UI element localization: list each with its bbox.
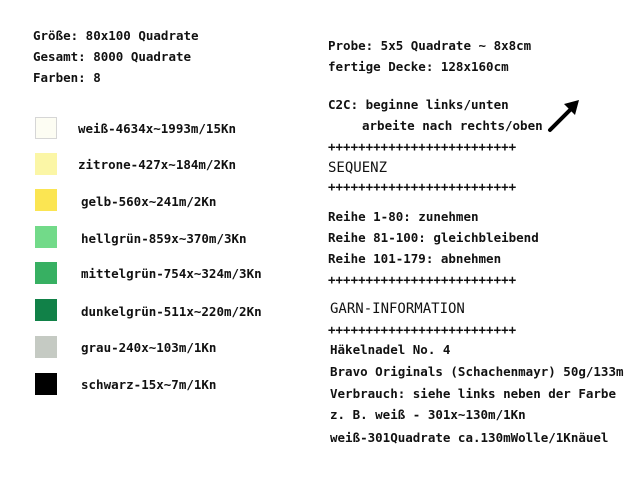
swatch-label-black: schwarz-15x~7m/1Kn — [81, 377, 217, 392]
yarn-brand: Bravo Originals (Schachenmayr) 50g/133m — [330, 364, 624, 379]
sequence-heading: SEQUENZ — [328, 160, 388, 176]
yarn-info-heading: GARN-INFORMATION — [330, 301, 465, 317]
colors-info: Farben: 8 — [33, 70, 101, 85]
swatch-label-white: weiß-4634x~1993m/15Kn — [78, 121, 237, 136]
size-info: Größe: 80x100 Quadrate — [33, 28, 199, 43]
white-usage: weiß-301Quadrate ca.130mWolle/1Knäuel — [330, 430, 609, 445]
swatch-grey — [35, 336, 57, 358]
separator-3: +++++++++++++++++++++++++ — [328, 272, 517, 287]
swatch-label-lemon: zitrone-427x~184m/2Kn — [78, 157, 237, 172]
hook-size: Häkelnadel No. 4 — [330, 342, 451, 357]
swatch-white — [35, 117, 57, 139]
swatch-label-lightgreen: hellgrün-859x~370m/3Kn — [81, 231, 247, 246]
probe-info: Probe: 5x5 Quadrate ~ 8x8cm — [328, 38, 532, 53]
separator-4: +++++++++++++++++++++++++ — [328, 322, 517, 337]
usage-note: Verbrauch: siehe links neben der Farbe — [330, 386, 616, 401]
arrow-up-right-icon — [546, 96, 584, 134]
c2c-direction: arbeite nach rechts/oben — [362, 118, 543, 133]
separator-2: +++++++++++++++++++++++++ — [328, 179, 517, 194]
row-increase: Reihe 1-80: zunehmen — [328, 209, 479, 224]
swatch-yellow — [35, 189, 57, 211]
c2c-start: C2C: beginne links/unten — [328, 97, 509, 112]
swatch-black — [35, 373, 57, 395]
swatch-label-yellow: gelb-560x~241m/2Kn — [81, 194, 217, 209]
row-steady: Reihe 81-100: gleichbleibend — [328, 230, 539, 245]
swatch-label-grey: grau-240x~103m/1Kn — [81, 340, 217, 355]
separator-1: +++++++++++++++++++++++++ — [328, 139, 517, 154]
row-decrease: Reihe 101-179: abnehmen — [328, 251, 502, 266]
swatch-midgreen — [35, 262, 57, 284]
swatch-label-midgreen: mittelgrün-754x~324m/3Kn — [81, 266, 262, 281]
usage-example: z. B. weiß - 301x~130m/1Kn — [330, 407, 526, 422]
swatch-label-darkgreen: dunkelgrün-511x~220m/2Kn — [81, 304, 262, 319]
swatch-darkgreen — [35, 299, 57, 321]
swatch-lemon — [35, 153, 57, 175]
blanket-size: fertige Decke: 128x160cm — [328, 59, 509, 74]
swatch-lightgreen — [35, 226, 57, 248]
total-info: Gesamt: 8000 Quadrate — [33, 49, 192, 64]
